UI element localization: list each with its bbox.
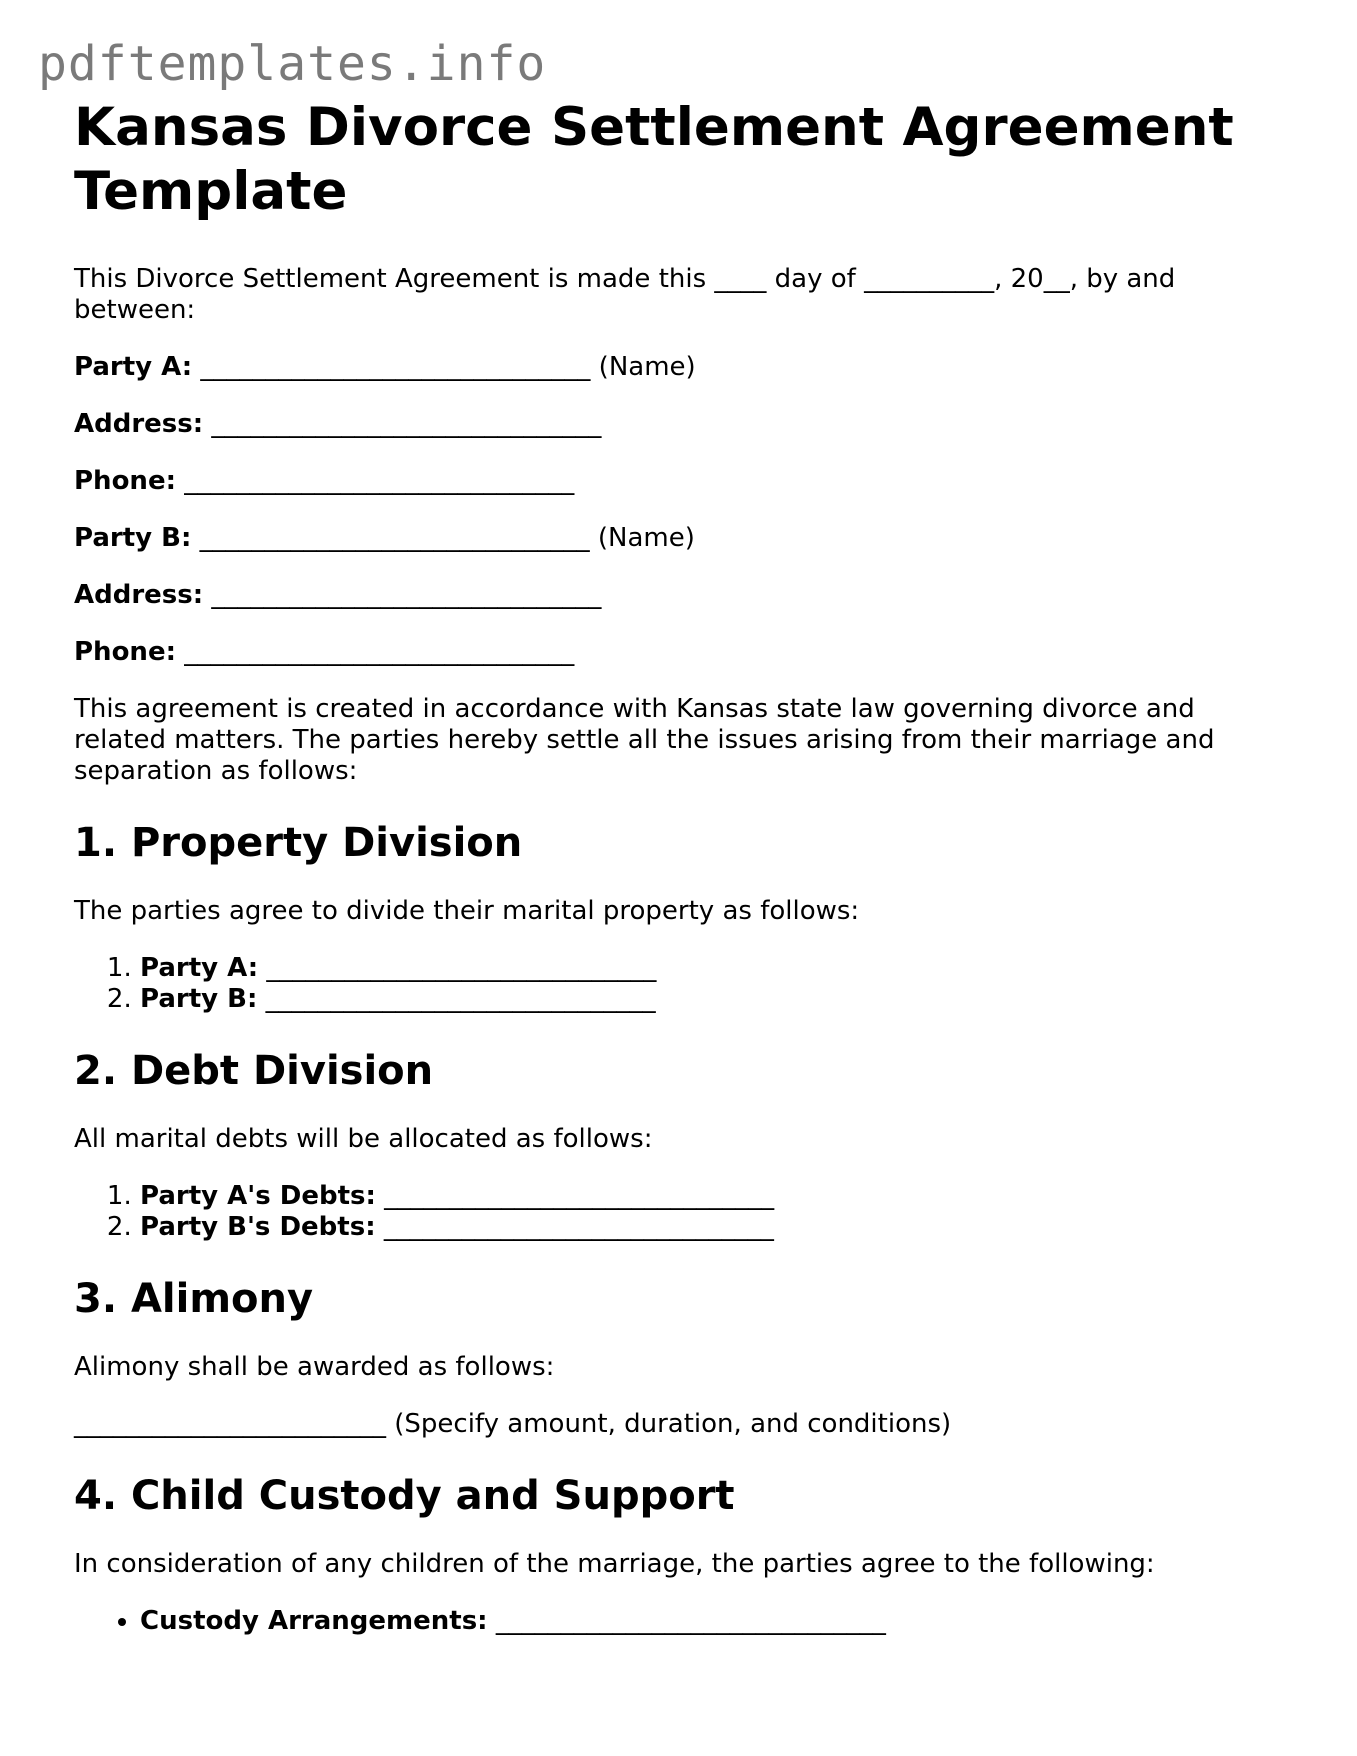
document-title: Kansas Divorce Settlement Agreement Template [74, 97, 1234, 222]
party-b-address-field[interactable]: Address: ______________________________ [74, 580, 602, 610]
watermark: pdftemplates.info [38, 36, 547, 92]
property-text: The parties agree to divide their marital property as follows: [74, 896, 860, 926]
custody-list [74, 1606, 1274, 1637]
property-item-party-a[interactable]: 1. Party A: ______________________________ [140, 953, 1274, 984]
property-list [74, 953, 1274, 1015]
accordance-paragraph: This agreement is created in accordance with Kansas state law governing divorce and related matters. The parties hereby settle all the issues arising from their marriage and separation as follows: [74, 694, 1215, 786]
section-heading-alimony: 3. Alimony [74, 1276, 314, 1322]
intro-paragraph: This Divorce Settlement Agreement is made this ____ day of __________, 20__, by and between: [74, 264, 1176, 325]
document-page [74, 96, 1274, 1637]
custody-arrangements-item[interactable]: • Custody Arrangements: ______________________________ [140, 1606, 1274, 1637]
property-item-party-b[interactable]: 2. Party B: ______________________________ [140, 984, 1274, 1015]
debt-item-party-b[interactable]: 2. Party B's Debts: ______________________________ [140, 1212, 1274, 1243]
party-a-address-field[interactable]: Address: ______________________________ [74, 409, 602, 439]
debt-item-party-a[interactable]: 1. Party A's Debts: ______________________________ [140, 1181, 1274, 1212]
section-heading-custody: 4. Child Custody and Support [74, 1473, 735, 1519]
party-a-name-field[interactable]: Party A: ______________________________ (Name) [74, 352, 696, 382]
section-heading-property: 1. Property Division [74, 820, 523, 866]
debt-text: All marital debts will be allocated as follows: [74, 1124, 653, 1154]
section-heading-debt: 2. Debt Division [74, 1048, 434, 1094]
alimony-text: Alimony shall be awarded as follows: [74, 1352, 555, 1382]
alimony-blank-field[interactable]: ________________________ (Specify amount, duration, and conditions) [74, 1409, 952, 1439]
party-a-phone-field[interactable]: Phone: ______________________________ [74, 466, 575, 496]
party-b-name-field[interactable]: Party B: ______________________________ (Name) [74, 523, 695, 553]
party-fields [74, 352, 1274, 668]
custody-text: In consideration of any children of the marriage, the parties agree to the following: [74, 1549, 1155, 1579]
party-b-phone-field[interactable]: Phone: ______________________________ [74, 637, 575, 667]
debt-list [74, 1181, 1274, 1243]
